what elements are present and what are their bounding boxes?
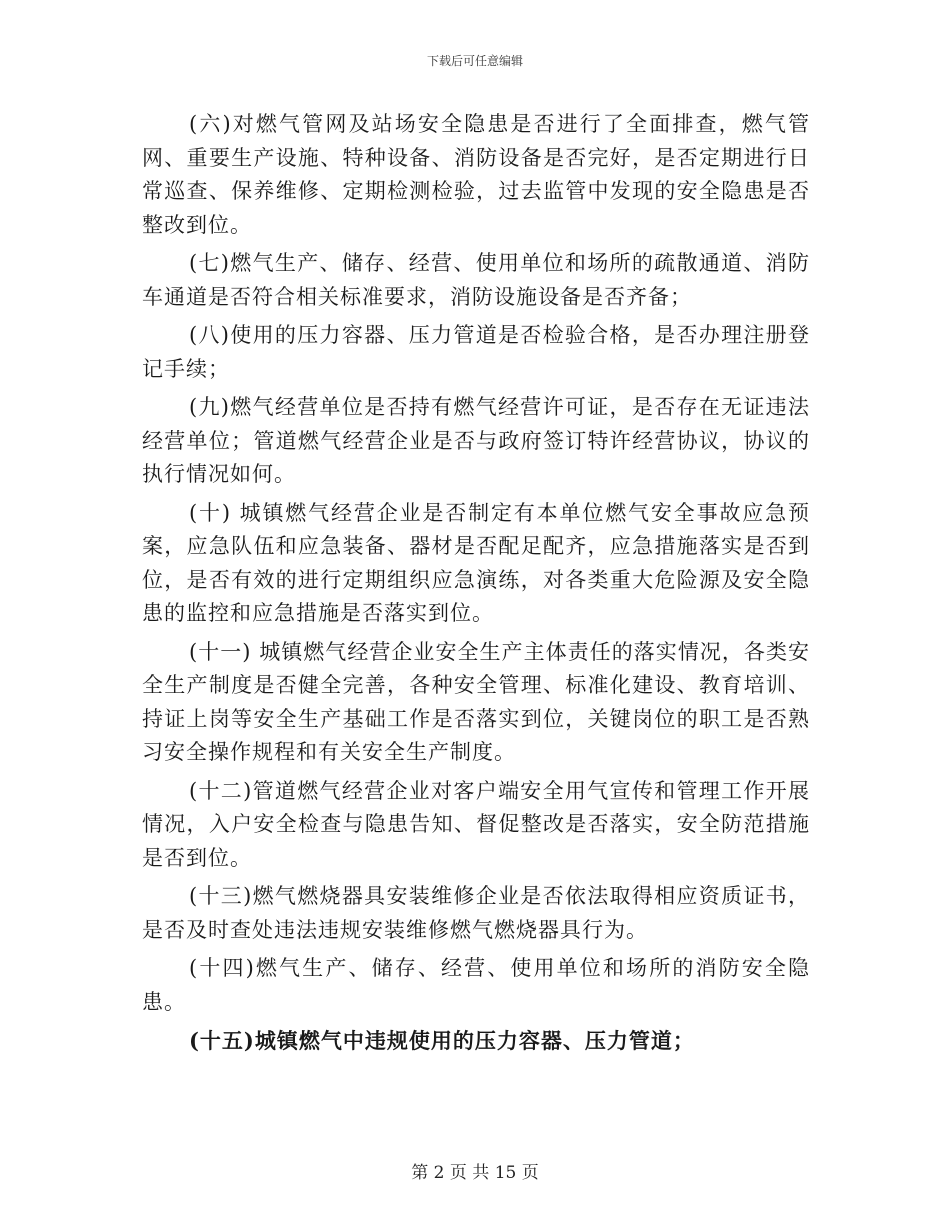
document-body [142, 108, 810, 1063]
paragraph-item-11: (十一) 城镇燃气经营企业安全生产主体责任的落实情况，各类安全生产制度是否健全完善，各种安全管理、标准化建设、教育培训、持证上岗等安全生产基础工作是否落实到位，关键岗位的职工是否熟习安全操作规程和有关安全生产制度。 [142, 639, 810, 764]
paragraph-item-12: (十二)管道燃气经营企业对客户端安全用气宣传和管理工作开展情况，入户安全检查与隐患告知、督促整改是否落实，安全防范措施是否到位。 [142, 778, 810, 870]
paragraph-item-9: (九)燃气经营单位是否持有燃气经营许可证，是否存在无证违法经营单位；管道燃气经营企业是否与政府签订特许经营协议，协议的执行情况如何。 [142, 395, 810, 486]
page-number: 第 2 页 共 15 页 [411, 1163, 539, 1183]
paragraph-item-6: (六)对燃气管网及站场安全隐患是否进行了全面排查，燃气管网、重要生产设施、特种设备、消防设备是否完好，是否定期进行日常巡查、保养维修、定期检测检验，过去监管中发现的安全隐患是否整改到位。 [142, 112, 810, 237]
paragraph-item-15: (十五)城镇燃气中违规使用的压力容器、压力管道； [189, 1028, 695, 1053]
download-note: 下载后可任意编辑 [426, 54, 523, 68]
paragraph-item-10: (十) 城镇燃气经营企业是否制定有本单位燃气安全事故应急预案，应急队伍和应急装备、器材是否配足配齐，应急措施落实是否到位，是否有效的进行定期组织应急演练，对各类重大危险源及安全隐患的监控和应急措施是否落实到位。 [142, 500, 810, 625]
paragraph-item-13: (十三)燃气燃烧器具安装维修企业是否依法取得相应资质证书，是否及时查处违法违规安装维修燃气燃烧器具行为。 [142, 884, 810, 942]
paragraph-item-7: (七)燃气生产、储存、经营、使用单位和场所的疏散通道、消防车通道是否符合相关标准要求，消防设施设备是否齐备； [142, 251, 810, 309]
paragraph-item-8: (八)使用的压力容器、压力管道是否检验合格，是否办理注册登记手续； [142, 323, 810, 381]
paragraph-item-14: (十四)燃气生产、储存、经营、使用单位和场所的消防安全隐患。 [142, 956, 810, 1014]
